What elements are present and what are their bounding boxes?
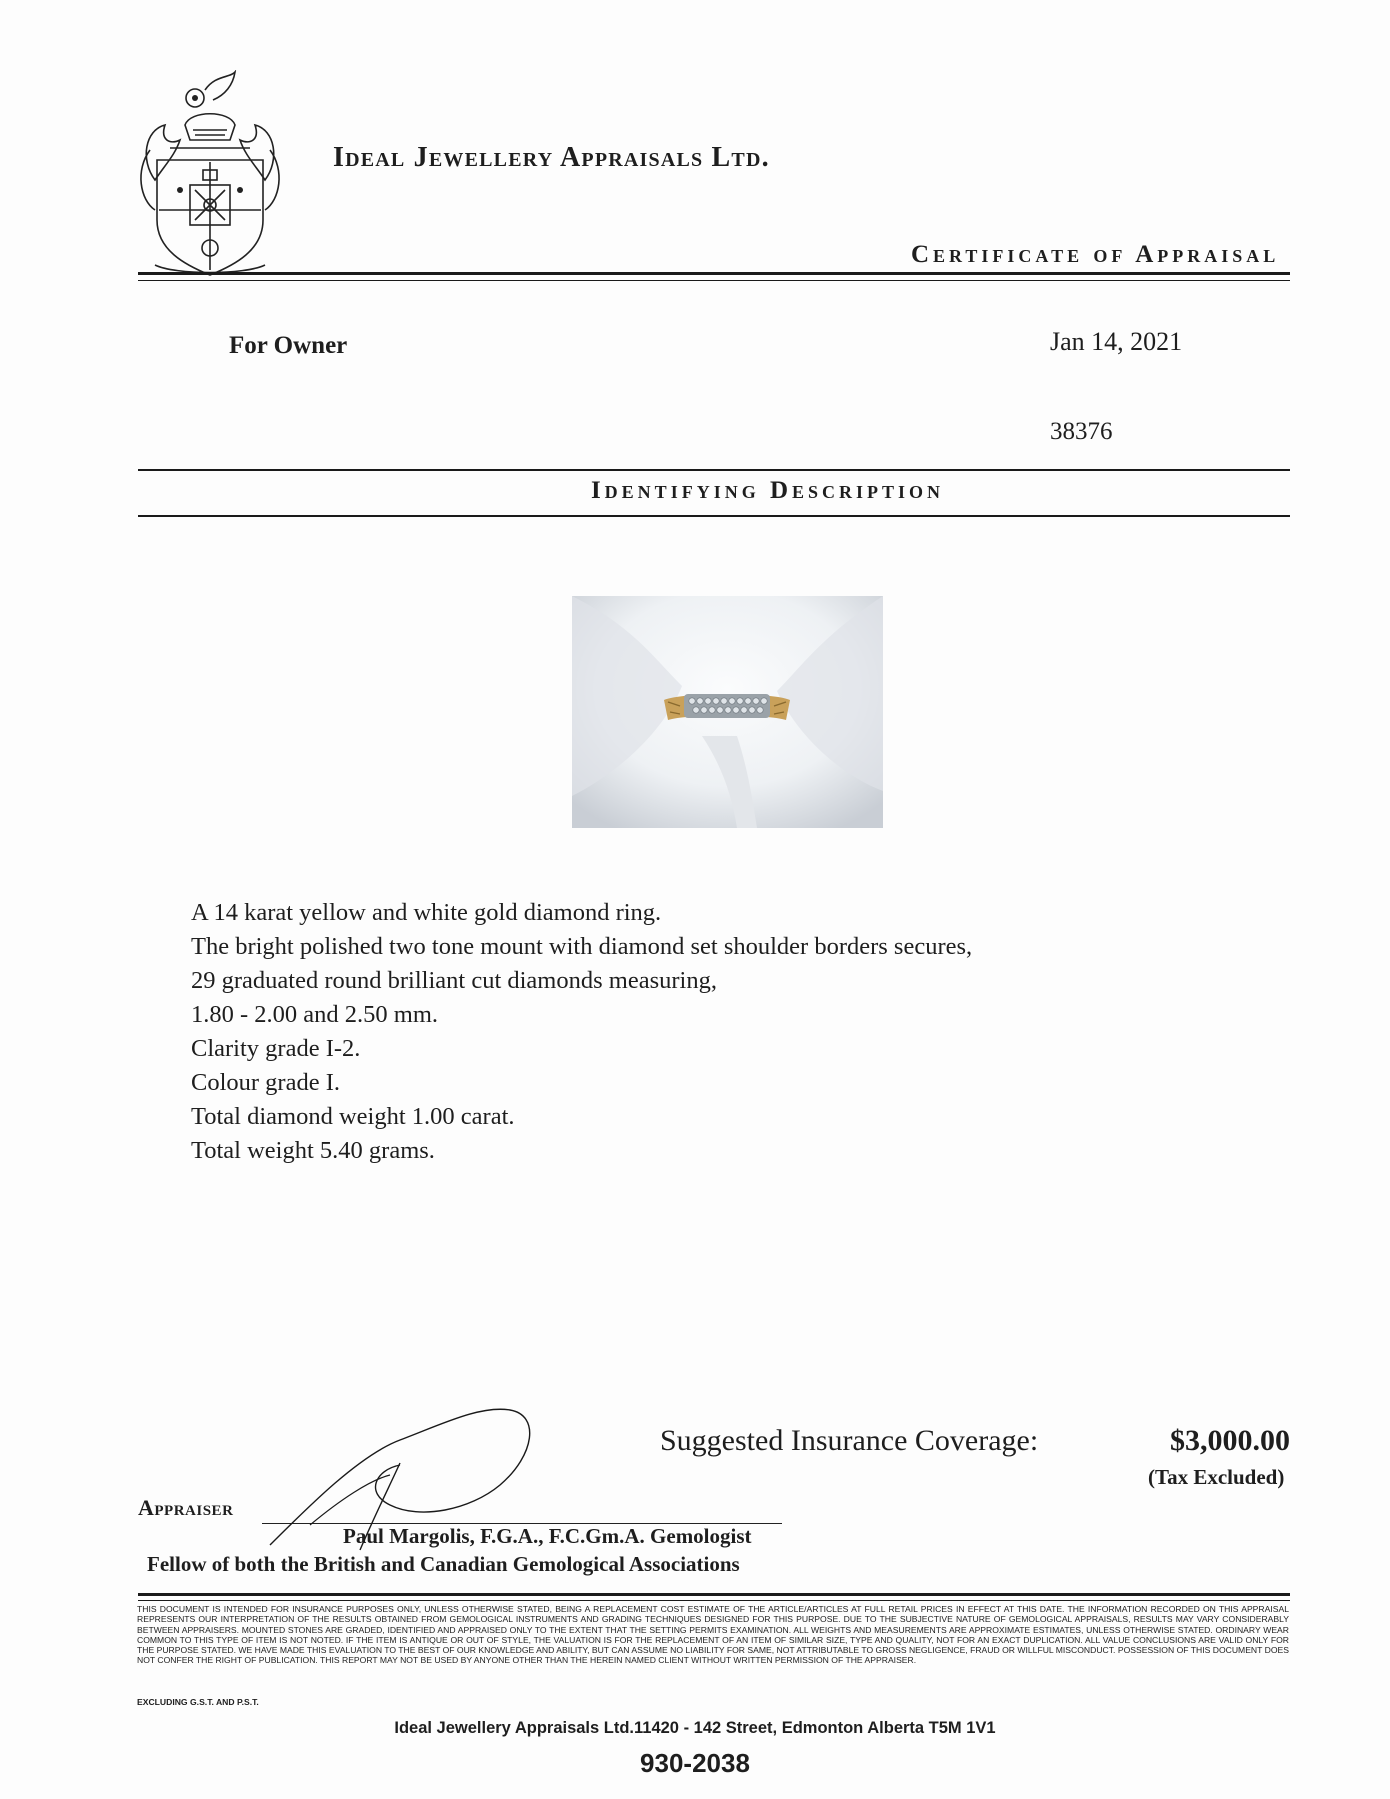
disclaimer-divider-bottom xyxy=(138,1600,1290,1601)
item-description xyxy=(191,896,972,1168)
header-divider-bottom xyxy=(138,280,1290,281)
ring-photo xyxy=(572,596,883,828)
description-line: Clarity grade I-2. xyxy=(191,1035,361,1062)
section-title xyxy=(0,477,1390,505)
description-line: Colour grade I. xyxy=(191,1069,340,1096)
description-line: A 14 karat yellow and white gold diamond ring. xyxy=(191,899,662,926)
description-line: Total diamond weight 1.00 carat. xyxy=(191,1103,515,1130)
reference-number: 38376 xyxy=(1050,418,1113,445)
appraiser-fellowship: Fellow of both the British and Canadian Gemological Associations xyxy=(147,1552,740,1576)
appraiser-signature xyxy=(250,1385,550,1555)
appraiser-label: Appraiser xyxy=(138,1495,234,1520)
appraiser-name: Paul Margolis, F.G.A., F.C.Gm.A. Gemologist xyxy=(343,1524,752,1548)
tax-exclusion-note: EXCLUDING G.S.T. AND P.S.T. xyxy=(137,1697,259,1707)
coat-of-arms-logo xyxy=(135,70,285,280)
section-divider-top xyxy=(138,469,1290,471)
tax-note: (Tax Excluded) xyxy=(1148,1465,1285,1489)
appraisal-date: Jan 14, 2021 xyxy=(1050,327,1183,356)
description-line: 29 graduated round brilliant cut diamonds measuring, xyxy=(191,967,717,994)
legal-disclaimer: THIS DOCUMENT IS INTENDED FOR INSURANCE PURPOSES ONLY, UNLESS OTHERWISE STATED, BEING A REPLACEMENT COST ESTIMATE OF THE ARTICLE/ARTICLES AT FULL RETAIL PRICES IN EFFECT AT THIS DATE. THE INFORMATION RECORDED ON THIS APPRAISAL REPRESENTS OUR INTERPRETATION OF THE RESULTS OBTAINED FROM GEMOLOGICAL INSTRUMENTS AND GRADING TECHNIQUES DESIGNED FOR THIS PURPOSE. DUE TO THE SUBJECTIVE NATURE OF GEMOLOGICAL APPRAISALS, RESULTS MAY VARY CONSIDERABLY BETWEEN APPRAISERS. MOUNTED STONES ARE GRADED, IDENTIFIED AND APPRAISED ONLY TO THE EXTENT THAT THE SETTING PERMITS EXAMINATION. ALL WEIGHTS AND MEASUREMENTS ARE APPROXIMATE ESTIMATES, UNLESS OTHERWISE STATED. ORDINARY WEAR COMMON TO THIS TYPE OF ITEM IS NOT NOTED. IF THE ITEM IS ANTIQUE OR OUT OF STYLE, THE VALUATION IS FOR THE REPLACEMENT OF AN ITEM OF SIMILAR SIZE, TYPE AND QUALITY, NOT FOR AN EXACT DUPLICATION. ALL VALUE CONCLUSIONS ARE VALID ONLY FOR THE PURPOSE STATED. WE HAVE MADE THIS EVALUATION TO THE BEST OF OUR KNOWLEDGE AND ABILITY, BUT CAN ASSUME NO LIABILITY FOR SAME, NOT ATTRIBUTABLE TO GROSS NEGLIGENCE, FRAUD OR WILLFUL MISCONDUCT. POSSESSION OF THIS DOCUMENT DOES NOT CONFER THE RIGHT OF PUBLICATION. THIS REPORT MAY NOT BE USED BY ANYONE OTHER THAN THE HEREIN NAMED CLIENT WITHOUT WRITTEN PERMISSION OF THE APPRAISER. xyxy=(137,1604,1289,1666)
coverage-amount: $3,000.00 xyxy=(1170,1424,1290,1457)
ring-photo-graphic xyxy=(572,596,883,828)
footer-phone: 930-2038 xyxy=(640,1748,750,1778)
header-divider-top xyxy=(138,272,1290,275)
description-line: 1.80 - 2.00 and 2.50 mm. xyxy=(191,1001,439,1028)
footer-address: Ideal Jewellery Appraisals Ltd.11420 - 142 Street, Edmonton Alberta T5M 1V1 xyxy=(394,1719,996,1737)
description-line: Total weight 5.40 grams. xyxy=(191,1137,435,1164)
coverage-label: Suggested Insurance Coverage: xyxy=(660,1424,1039,1457)
section-title-text: Identifying Description xyxy=(590,477,945,504)
company-name: Ideal Jewellery Appraisals Ltd. xyxy=(333,142,770,173)
section-divider-bottom xyxy=(138,515,1290,517)
owner-label: For Owner xyxy=(229,332,348,359)
certificate-title: Certificate of Appraisal xyxy=(911,241,1280,268)
disclaimer-divider-top xyxy=(138,1593,1290,1596)
description-line: The bright polished two tone mount with diamond set shoulder borders secures, xyxy=(191,933,973,960)
